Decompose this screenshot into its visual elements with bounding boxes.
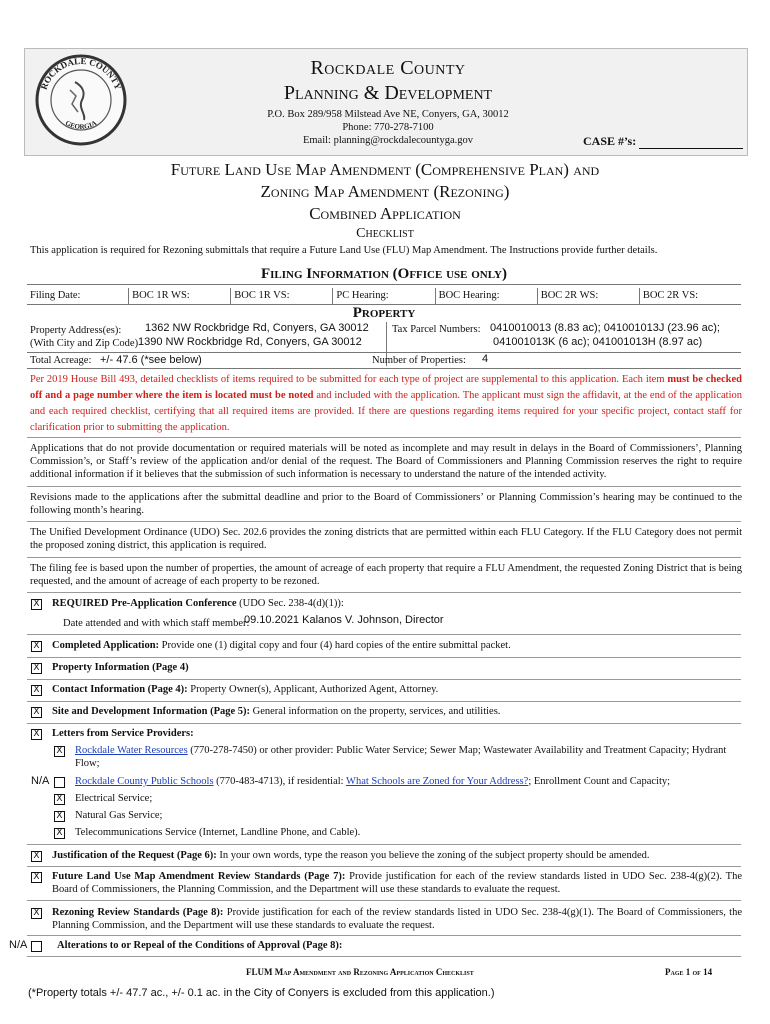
- schools-zoned-link[interactable]: What Schools are Zoned for Your Address?: [346, 776, 529, 787]
- divider: [27, 486, 741, 487]
- date-attended-field[interactable]: 09.10.2021 Kalanos V. Johnson, Director: [244, 614, 444, 626]
- case-blank[interactable]: [639, 137, 743, 149]
- flu-standards-title: Future Land Use Map Amendment Review Standards (Page 7):: [52, 871, 346, 882]
- justification-title: Justification of the Request (Page 6):: [52, 850, 217, 861]
- filing-date-cell[interactable]: Filing Date:: [27, 288, 129, 304]
- alterations-item: [57, 939, 342, 952]
- water-resources-link[interactable]: Rockdale Water Resources: [75, 745, 188, 756]
- tax-parcel-field-1[interactable]: 0410010013 (8.83 ac); 041001013J (23.96 ac);: [490, 322, 720, 334]
- electrical-item: Electrical Service;: [75, 793, 153, 804]
- department-name: Planning & Development: [283, 82, 493, 104]
- letters-checkbox[interactable]: X: [31, 729, 42, 740]
- schools-item: [75, 775, 741, 788]
- boc-hearing-cell[interactable]: BOC Hearing:: [436, 288, 538, 304]
- address-field-2[interactable]: 1390 NW Rockbridge Rd, Conyers, GA 30012: [138, 336, 362, 348]
- water-desc: (770-278-7450) or other provider: Public Water Service; Sewer Map; Wastewater Availability and Treatment Capacity; Hydrant Flow;: [75, 745, 727, 769]
- seal-text-bottom: GEORGIA: [63, 119, 99, 131]
- flu-standards-checkbox[interactable]: X: [31, 872, 42, 883]
- county-name: Rockdale County: [310, 57, 466, 79]
- header-phone: Phone: 770-278-7100: [342, 122, 434, 133]
- intro-text: This application is required for Rezoning submittals that require a Future Land Use (FLU) Map Amendment. The Instructions provide further details.: [30, 245, 658, 256]
- preapp-checkbox[interactable]: X: [31, 599, 42, 610]
- seal-text-top: ROCKDALE COUNTY: [38, 55, 124, 91]
- water-checkbox[interactable]: X: [54, 746, 65, 757]
- schools-desc: (770-483-4713), if residential:: [213, 776, 347, 787]
- rezoning-standards-title: Rezoning Review Standards (Page 8):: [52, 907, 224, 918]
- gas-item: Natural Gas Service;: [75, 810, 163, 821]
- boc-1r-vs-cell[interactable]: BOC 1R VS:: [231, 288, 333, 304]
- divider: [27, 437, 741, 438]
- divider: [27, 723, 741, 724]
- contact-info-checkbox[interactable]: X: [31, 685, 42, 696]
- checklist-heading: Checklist: [356, 226, 414, 241]
- acreage-label: Total Acreage:: [30, 355, 92, 366]
- title-line-2: Zoning Map Amendment (Rezoning): [260, 182, 510, 201]
- divider: [27, 368, 741, 369]
- property-info-title: Property Information (Page 4): [52, 662, 189, 673]
- completed-desc: Provide one (1) digital copy and four (4) hard copies of the entire submittal packet.: [159, 640, 511, 651]
- rezoning-standards-desc: Provide justification for each of the review standards listed in UDO Sec. 238-4(g)(1). The Board of Commissioners, the Planning Commission, and the Department will use these standards to evaluate the request.: [52, 907, 742, 931]
- preapp-title: REQUIRED Pre-Application Conference: [52, 598, 237, 609]
- divider: [27, 701, 741, 702]
- notice-text-2: and included with the application. The applicant must sign the affidavit, at the end of the application and each required checklist, certifying that all required items are provided. If there are questions regarding items required for your specific project, contact staff for clarification prior to submitting the application.: [30, 390, 742, 433]
- boc-2r-ws-cell[interactable]: BOC 2R WS:: [538, 288, 640, 304]
- divider: [27, 844, 741, 845]
- title-line-1: Future Land Use Map Amendment (Comprehensive Plan) and: [170, 160, 600, 179]
- divider: [27, 592, 741, 593]
- schools-desc-end: ; Enrollment Count and Capacity;: [528, 776, 671, 787]
- contact-info-item: [52, 683, 438, 696]
- divider: [27, 866, 741, 867]
- divider: [27, 900, 741, 901]
- address-label-line2: (With City and Zip Code): [30, 338, 139, 349]
- completed-app-checkbox[interactable]: X: [31, 641, 42, 652]
- divider: [27, 557, 741, 558]
- divider: [27, 657, 741, 658]
- flu-standards-desc: Provide justification for each of the review standards listed in UDO Sec. 238-4(g)(2). The Board of Commissioners, the Planning Commission, and the Department will use these standards to evaluate the request.: [52, 871, 742, 895]
- divider: [27, 935, 741, 936]
- completed-app-item: [52, 639, 511, 652]
- rezoning-standards-checkbox[interactable]: X: [31, 908, 42, 919]
- rezoning-standards-item: [52, 906, 742, 932]
- justification-checkbox[interactable]: X: [31, 851, 42, 862]
- alterations-title: Alterations to or Repeal of the Conditions of Approval (Page 8):: [57, 940, 343, 951]
- property-heading: Property: [352, 305, 416, 321]
- contact-desc: Property Owner(s), Applicant, Authorized Agent, Attorney.: [187, 684, 439, 695]
- divider: [27, 521, 741, 522]
- schools-checkbox[interactable]: [54, 777, 65, 788]
- county-seal-icon: [30, 52, 132, 148]
- notice-text-1: Per 2019 House Bill 493, detailed checklists of items required to be submitted for each type of project are supplemental to this application. Each item: [30, 374, 668, 385]
- justification-desc: In your own words, type the reason you believe the zoning of the subject property should be amended.: [216, 850, 650, 861]
- paragraph-revisions: Revisions made to the applications after the submittal deadline and prior to the Board of Commissioners’ or Planning Commission’s hearing may be continued to the following month’s hearing.: [30, 492, 742, 516]
- hb493-notice: [30, 372, 742, 436]
- site-info-item: [52, 705, 500, 718]
- acreage-field[interactable]: +/- 47.6 (*see below): [100, 354, 202, 366]
- telecom-checkbox[interactable]: X: [54, 828, 65, 839]
- electrical-checkbox[interactable]: X: [54, 794, 65, 805]
- site-desc: General information on the property, services, and utilities.: [250, 706, 501, 717]
- site-title: Site and Development Information (Page 5):: [52, 706, 251, 717]
- filing-info-row: [27, 288, 741, 305]
- divider: [27, 352, 741, 353]
- footer-document-title: FLUM Map Amendment and Rezoning Application Checklist: [246, 967, 474, 977]
- tax-parcel-label: Tax Parcel Numbers:: [392, 324, 481, 335]
- footer-page-number: Page 1 of 14: [665, 967, 713, 977]
- contact-title: Contact Information (Page 4):: [52, 684, 188, 695]
- divider: [27, 634, 741, 635]
- alterations-checkbox[interactable]: [31, 941, 42, 952]
- completed-title: Completed Application:: [52, 640, 160, 651]
- public-schools-link[interactable]: Rockdale County Public Schools: [75, 776, 214, 787]
- notice-bold: must be checked off and a page number where the item is located must be noted: [30, 374, 742, 401]
- tax-parcel-field-2[interactable]: 041001013K (6 ac); 041001013H (8.97 ac): [493, 336, 703, 348]
- divider: [27, 956, 741, 957]
- justification-item: [52, 849, 742, 862]
- pc-hearing-cell[interactable]: PC Hearing:: [333, 288, 435, 304]
- filing-info-heading: Filing Information (Office use only): [27, 266, 741, 285]
- paragraph-udo: The Unified Development Ordinance (UDO) Sec. 202.6 provides the zoning districts that are permitted within each FLU Category. If the FLU Category does not permit the proposed zoning district, this application is required.: [30, 527, 742, 551]
- divider: [27, 679, 741, 680]
- header-email: Email: planning@rockdalecountyga.gov: [302, 135, 474, 146]
- title-line-3: Combined Application: [309, 204, 461, 223]
- schools-na-label: N/A: [31, 775, 50, 787]
- flu-standards-item: [52, 870, 742, 896]
- paragraph-incomplete: Applications that do not provide documentation or required materials will be noted as incomplete and may result in delays in the Board of Commissioners’, Planning Commission’s, or Staff’s review of the application and/or denial of the request. The Board of Commissioners and Planning Commission reserves the right to require additional information if it believes that the submission of such information is necessary to understand the nature of the intended activity.: [30, 443, 742, 480]
- letters-title: Letters from Service Providers:: [52, 728, 194, 739]
- date-attended-label: Date attended and with which staff member:: [63, 618, 250, 629]
- address-field-1[interactable]: 1362 NW Rockbridge Rd, Conyers, GA 30012: [145, 322, 369, 334]
- letters-item: [52, 727, 194, 740]
- num-properties-field[interactable]: 4: [482, 353, 489, 365]
- property-info-item: [52, 661, 189, 674]
- preapp-item: [52, 597, 344, 610]
- header-address: P.O. Box 289/958 Milstead Ave NE, Conyers, GA, 30012: [267, 109, 509, 120]
- acreage-footnote: (*Property totals +/- 47.7 ac., +/- 0.1 ac. in the City of Conyers is excluded from this application.): [28, 987, 495, 999]
- case-number-field[interactable]: [583, 134, 743, 149]
- boc-2r-vs-cell[interactable]: BOC 2R VS:: [642, 290, 699, 301]
- num-properties-label: Number of Properties:: [372, 355, 466, 366]
- gas-checkbox[interactable]: X: [54, 811, 65, 822]
- boc-1r-ws-cell[interactable]: BOC 1R WS:: [129, 288, 231, 304]
- address-label-line1: Property Address(es):: [30, 325, 122, 336]
- address-label: [30, 324, 138, 350]
- water-item: [75, 744, 741, 770]
- site-info-checkbox[interactable]: X: [31, 707, 42, 718]
- preapp-ref: (UDO Sec. 238-4(d)(1)):: [236, 598, 344, 609]
- case-label: CASE #’s:: [583, 134, 637, 148]
- property-info-checkbox[interactable]: X: [31, 663, 42, 674]
- paragraph-filing-fee: The filing fee is based upon the number of properties, the amount of acreage of each property that require a FLU Amendment, the requested Zoning District that is being requested, and the amount of acreage of each property to be rezoned.: [30, 563, 742, 587]
- telecom-item: Telecommunications Service (Internet, Landline Phone, and Cable).: [75, 827, 361, 838]
- alterations-na-label: N/A: [9, 939, 28, 951]
